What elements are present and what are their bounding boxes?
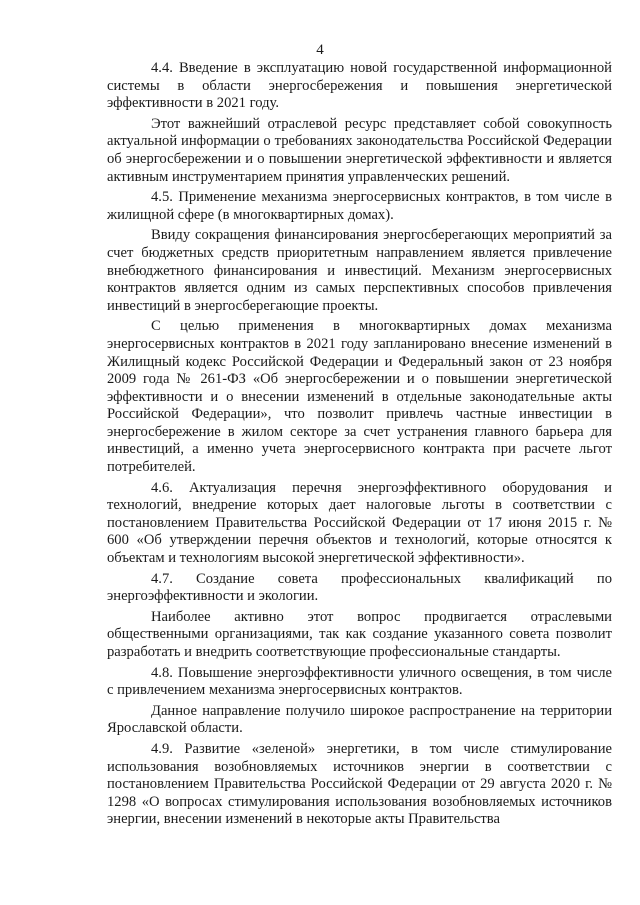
paragraph-housing-code-amendments: С целью применения в многоквартирных домах механизма энергосервисных контрактов в 2021 году запланировано внесение изменений в Жилищный кодекс Российской Федерации и Федеральный закон от 23 ноября 2009 года № 261-ФЗ «Об энергосбережении и о повышении энергетической эффективности и о внесении изменений в отдельные законодательные акты Российской Федерации», что позволит привлечь частные инвестиции в энергосбережение в жилом секторе за счет устранения главного барьера для инвестиций, а именно учета энергосервисного контракта при расчете льгот потребителей. — [107, 318, 612, 476]
paragraph-4-7: 4.7. Создание совета профессиональных квалификаций по энергоэффективности и экологии. — [107, 570, 612, 605]
paragraph-4-6: 4.6. Актуализация перечня энергоэффективного оборудования и технологий, внедрение которых дает налоговые льготы в соответствии с постановлением Правительства Российской Федерации от 17 июня 2015 г. № 600 «Об утверждении перечня объектов и технологий, которые относятся к объектам и технологиям высокой энергетической эффективности». — [107, 479, 612, 567]
paragraph-4-4: 4.4. Введение в эксплуатацию новой государственной информационной системы в области энергосбережения и повышения энергетической эффективности в 2021 году. — [107, 60, 612, 112]
paragraph-4-5: 4.5. Применение механизма энергосервисных контрактов, в том числе в жилищной сфере (в многоквартирных домах). — [107, 189, 612, 223]
paragraph-yaroslavl-region: Данное направление получило широкое распространение на территории Ярославской области. — [107, 702, 612, 737]
page-number: 4 — [316, 42, 324, 58]
paragraph-4-9: 4.9. Развитие «зеленой» энергетики, в том числе стимулирование использования возобновляемых источников энергии в соответствии с постановлением Правительства Российской Федерации от 29 августа 2020 г. № 1298 «О вопросах стимулирования использования возобновляемых источников энергии, внесении изменений в некоторые акты Правительства — [107, 740, 612, 828]
paragraph-resource-description: Этот важнейший отраслевой ресурс представляет собой совокупность актуальной информации о требованиях законодательства Российской Федерации об энергосбережении и о повышении энергетической эффективности и является активным инструментарием принятия управленческих решений. — [107, 115, 612, 185]
paragraph-professional-standards: Наиболее активно этот вопрос продвигается отраслевыми общественными организациями, так как создание указанного совета позволит разработать и внедрить соответствующие профессиональные стандарты. — [107, 608, 612, 660]
paragraph-4-8: 4.8. Повышение энергоэффективности уличного освещения, в том числе с привлечением механизма энергосервисных контрактов. — [107, 664, 612, 699]
document-body — [107, 60, 612, 832]
paragraph-extrabudgetary-financing: Ввиду сокращения финансирования энергосберегающих мероприятий за счет бюджетных средств приоритетным направлением является привлечение внебюджетного финансирования и инвестиций. Механизм энергосервисных контрактов является одним из самых перспективных способов привлечения инвестиций в энергосберегающие проекты. — [107, 227, 612, 314]
